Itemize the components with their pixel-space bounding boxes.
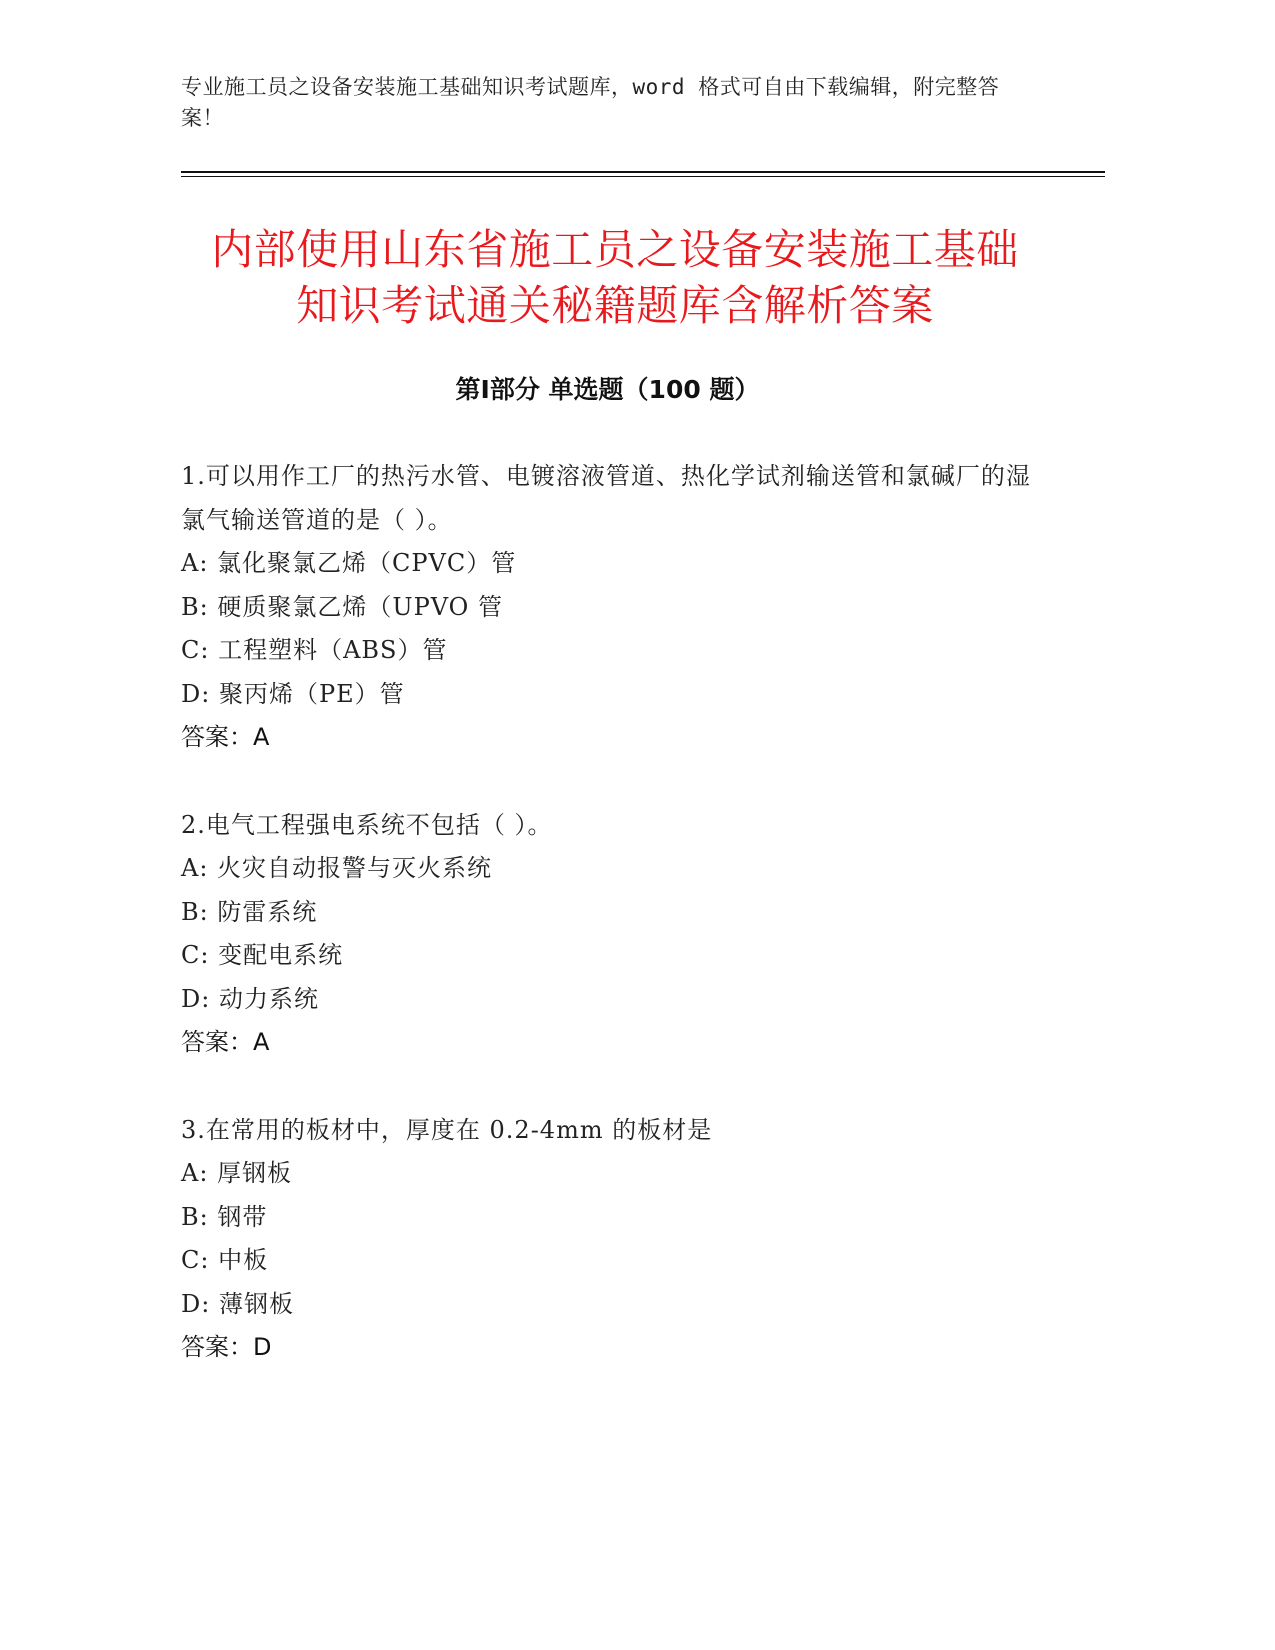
question-stem: 3.在常用的板材中，厚度在 0.2-4mm 的板材是	[181, 1115, 713, 1144]
question-3	[181, 1109, 1041, 1370]
option-c: C: 变配电系统	[181, 941, 344, 969]
section-title: 第Ⅰ部分 单选题（100 题）	[455, 375, 760, 404]
question-stem: 2.电气工程强电系统不包括（ ）。	[181, 810, 553, 839]
answer-line: 答案：D	[181, 1333, 272, 1361]
option-c: C: 中板	[181, 1246, 269, 1274]
answer-line: 答案：A	[181, 723, 270, 751]
option-d: D: 动力系统	[181, 984, 319, 1013]
option-b: B: 钢带	[181, 1202, 268, 1231]
header-divider-thick	[181, 171, 1105, 173]
option-c: C: 工程塑料（ABS）管	[181, 636, 448, 664]
question-stem: 1.可以用作工厂的热污水管、电镀溶液管道、热化学试剂输送管和氯碱厂的湿氯气输送管道的是（ ）。	[181, 462, 1031, 534]
option-a: A: 氯化聚氯乙烯（CPVC）管	[181, 549, 517, 577]
header-note: 专业施工员之设备安装施工基础知识考试题库，word 格式可自由下载编辑，附完整答案！	[181, 75, 1000, 130]
option-d: D: 聚丙烯（PE）管	[181, 679, 405, 708]
question-list	[181, 455, 1041, 1414]
option-a: A: 火灾自动报警与灭火系统	[181, 854, 493, 882]
option-a: A: 厚钢板	[181, 1159, 293, 1187]
option-b: B: 防雷系统	[181, 897, 318, 926]
option-b: B: 硬质聚氯乙烯（UPVO 管	[181, 592, 503, 621]
header-divider-thin	[181, 176, 1105, 177]
question-1	[181, 455, 1041, 760]
question-2	[181, 804, 1041, 1065]
document-title	[150, 222, 1080, 334]
answer-line: 答案：A	[181, 1028, 270, 1056]
option-d: D: 薄钢板	[181, 1289, 294, 1318]
title-line-1: 内部使用山东省施工员之设备安装施工基础	[211, 225, 1019, 274]
title-line-2: 知识考试通关秘籍题库含解析答案	[296, 281, 934, 330]
